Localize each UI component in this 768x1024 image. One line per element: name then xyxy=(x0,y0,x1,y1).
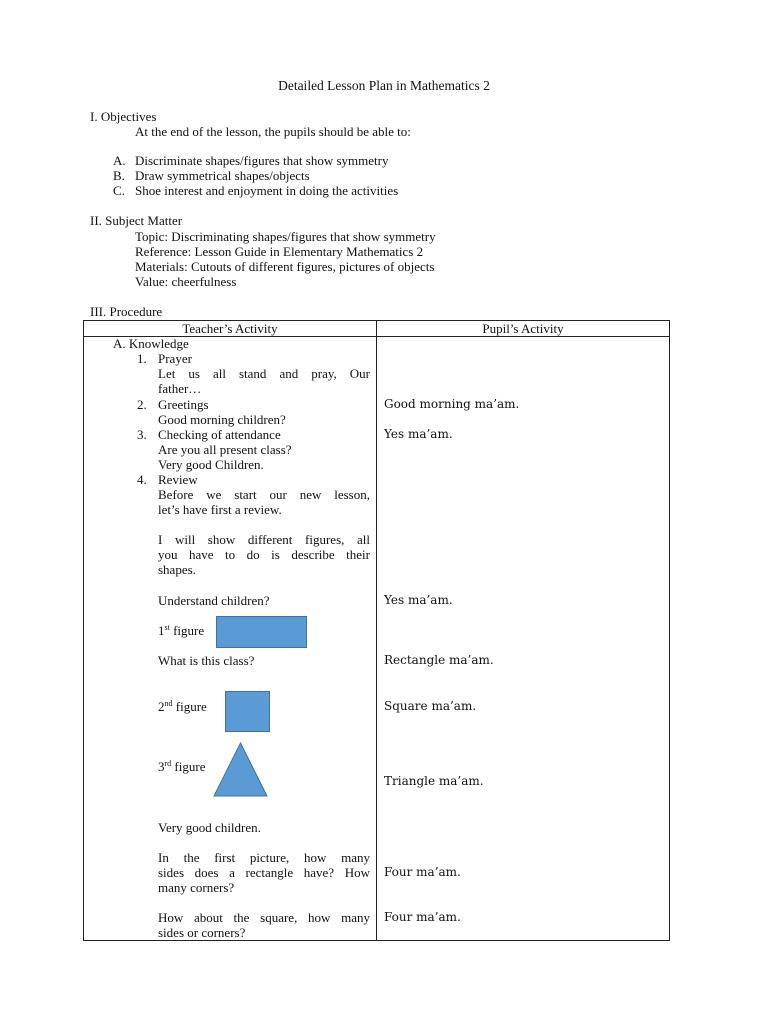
objectives-heading: I. Objectives xyxy=(90,109,157,124)
figure-1-word: figure xyxy=(169,623,205,638)
figure-3-number: 3 xyxy=(158,759,165,774)
first-picture-line-3: many corners? xyxy=(158,880,235,895)
pupil-greeting-reply: Good morning ma’am. xyxy=(384,397,520,411)
square-question-line-1: How about the square, how many xyxy=(158,910,370,925)
pupil-triangle-reply: Triangle ma’am. xyxy=(384,774,484,788)
review-line-2: let’s have first a review. xyxy=(158,502,282,517)
figure-1-ordinal: st xyxy=(164,623,170,632)
step-3-label: Checking of attendance xyxy=(158,427,281,442)
objective-c-text: Shoe interest and enjoyment in doing the activities xyxy=(135,183,399,198)
figure-1-label xyxy=(158,623,204,638)
step-1-num: 1. xyxy=(137,351,147,366)
step-1-label: Prayer xyxy=(158,351,192,366)
figure-3-word: figure xyxy=(171,759,206,774)
figure-3-label xyxy=(158,759,205,774)
objective-a-text: Discriminate shapes/figures that show symmetry xyxy=(135,153,389,168)
teacher-activity-header: Teacher’s Activity xyxy=(182,321,278,336)
pupil-rectangle-sides-reply: Four ma’am. xyxy=(384,865,461,879)
figure-2-number: 2 xyxy=(158,699,165,714)
figure-2-label xyxy=(158,699,207,714)
figure-1-number: 1 xyxy=(158,623,165,638)
knowledge-heading: A. Knowledge xyxy=(113,336,189,351)
objective-b-letter: B. xyxy=(113,168,125,183)
pupil-square-reply: Square ma’am. xyxy=(384,699,477,713)
greeting-text: Good morning children? xyxy=(158,412,286,427)
pupil-square-sides-reply: Four ma’am. xyxy=(384,910,461,924)
figure-2-word: figure xyxy=(172,699,207,714)
step-2-num: 2. xyxy=(137,397,147,412)
step-3-num: 3. xyxy=(137,427,147,442)
procedure-heading: III. Procedure xyxy=(90,304,163,319)
show-figures-line-1: I will show different figures, all xyxy=(158,532,370,547)
square-figure xyxy=(225,691,270,732)
subject-topic: Topic: Discriminating shapes/figures that show symmetry xyxy=(135,229,436,244)
objective-a-letter: A. xyxy=(113,153,126,168)
attendance-question: Are you all present class? xyxy=(158,442,292,457)
triangle-figure xyxy=(213,742,268,797)
review-line-1: Before we start our new lesson, xyxy=(158,487,370,502)
subject-value: Value: cheerfulness xyxy=(135,274,237,289)
subject-materials: Materials: Cutouts of different figures, pictures of objects xyxy=(135,259,435,274)
figure-3-ordinal: rd xyxy=(164,759,172,768)
pupil-rectangle-reply: Rectangle ma’am. xyxy=(384,653,494,667)
step-4-num: 4. xyxy=(137,472,147,487)
document-title: Detailed Lesson Plan in Mathematics 2 xyxy=(278,78,490,93)
subject-matter-heading: II. Subject Matter xyxy=(90,213,183,228)
pupil-attendance-reply: Yes ma’am. xyxy=(384,427,453,441)
objectives-intro: At the end of the lesson, the pupils should be able to: xyxy=(135,124,411,139)
show-figures-line-3: shapes. xyxy=(158,562,196,577)
square-question-line-2: sides or corners? xyxy=(158,925,246,940)
subject-reference: Reference: Lesson Guide in Elementary Mathematics 2 xyxy=(135,244,424,259)
table-column-divider xyxy=(376,320,377,941)
first-picture-line-2: sides does a rectangle have? How xyxy=(158,865,370,880)
first-picture-line-1: In the first picture, how many xyxy=(158,850,370,865)
show-figures-line-2: you have to do is describe their xyxy=(158,547,370,562)
very-good-text-2: Very good children. xyxy=(158,820,261,835)
what-is-this-question: What is this class? xyxy=(158,653,255,668)
prayer-line-1: Let us all stand and pray, Our xyxy=(158,366,370,381)
objective-c-letter: C. xyxy=(113,183,125,198)
figure-2-ordinal: nd xyxy=(164,699,173,708)
step-4-label: Review xyxy=(158,472,198,487)
pupil-activity-header: Pupil’s Activity xyxy=(482,321,564,336)
prayer-line-2: father… xyxy=(158,381,202,396)
step-2-label: Greetings xyxy=(158,397,209,412)
objective-b-text: Draw symmetrical shapes/objects xyxy=(135,168,310,183)
rectangle-figure xyxy=(216,616,307,648)
very-good-text-1: Very good Children. xyxy=(158,457,264,472)
understand-question: Understand children? xyxy=(158,593,270,608)
pupil-understand-reply: Yes ma’am. xyxy=(384,593,453,607)
